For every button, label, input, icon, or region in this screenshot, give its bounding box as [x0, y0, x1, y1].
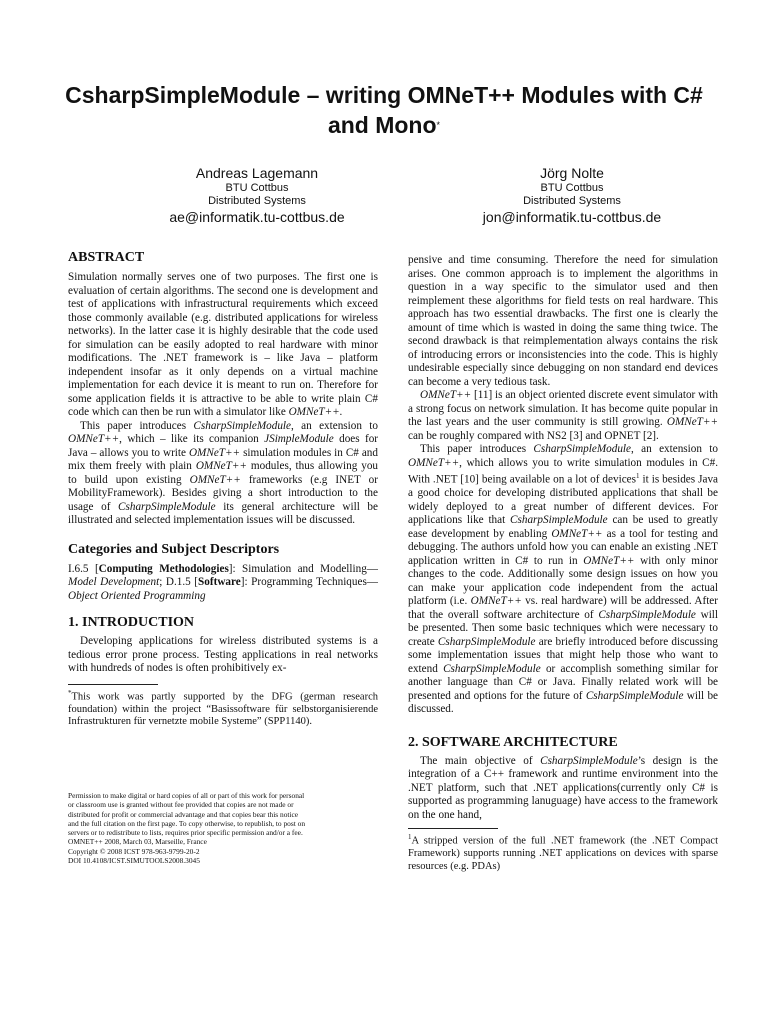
- abstract-text: Simulation normally serves one of two purposes. The first one is evaluation of certain algorithms. The second one is development and test of applications with infrastructural requirements which exceed those commonly available (e.g. distributed applications for wireless networks). In the latter case it is highly desirable that the code used for simulation can be easily adopted to real hardware with minor modifications. The .NET framework is – like Java – platform independent insofar as it only depends on a virtual machine implementation for each device it is meant to run on. Therefore for some application fields it is attractive to be able to write plain C# code which can then be run with a simulator like: [68, 271, 378, 418]
- introduction-paragraph: Developing applications for wireless distributed systems is a tedious error prone process. Testing applications in real networks with hundreds of nodes is often prohibitively ex-: [68, 635, 378, 674]
- conference-line: OMNET++ 2008, March 03, Marseille, France: [68, 837, 207, 847]
- text: can be roughly compared with NS2 [3] and OPNET [2].: [408, 429, 659, 442]
- text-italic: OMNeT++: [666, 416, 719, 428]
- categories-part-italic: Object Oriented Programming: [68, 589, 206, 602]
- right-column: [408, 254, 718, 873]
- text-italic: CsharpSimpleModule: [533, 443, 631, 455]
- author-department: Distributed Systems: [523, 195, 621, 207]
- abstract-text: , an extension to: [291, 419, 379, 432]
- paper-title: [40, 80, 728, 140]
- net-footnote: [408, 831, 718, 873]
- text: , an extension to: [631, 443, 719, 455]
- text: will be presented. Then some basic techniques which were necessary to create: [408, 608, 719, 648]
- text-italic: CsharpSimpleModule: [510, 514, 608, 527]
- abstract-text: does for Java – allows you to write: [68, 433, 379, 459]
- permission-notice: [68, 791, 388, 865]
- intro-continued-paragraph: pensive and time consuming. Therefore the need for simulation arises. One common approach is to implement the algorithms in question in a way specific to the simulator used and then reimplement these algorithms for field tests on real hardware. This approach has two essential drawbacks. The first one is clearly the amount of time which is wasted in doing the same thing twice. The second drawback is that reimplementation always contains the risk of introducing errors or inconsistencies into the code. This is highly undesirable especially since debugging on non standard end devices can become a very tedious task.: [408, 254, 718, 388]
- text: as a tool for testing and debugging. The authors unfold how you can enable an existing .NET application written in C# to run in: [408, 527, 719, 567]
- abstract-text: , which – like its companion: [119, 433, 259, 445]
- text: , which allows you to write simulation modules in C#. With .NET [10] being available on a lot of devices: [408, 456, 718, 486]
- left-column: [68, 250, 378, 729]
- abstract-text-italic: CsharpSimpleModule: [193, 419, 291, 432]
- author-block-2: [422, 164, 722, 226]
- author-email: ae@informatik.tu-cottbus.de: [169, 209, 345, 225]
- text-italic: CsharpSimpleModule: [540, 754, 638, 767]
- author-email: jon@informatik.tu-cottbus.de: [482, 209, 662, 225]
- footnote-text: A stripped version of the full .NET framework (the .NET Compact Framework) supports running .NET applications on devices with sparse resources (e.g. PDAs): [408, 835, 718, 872]
- abstract-text-italic: OMNeT++: [188, 446, 241, 459]
- categories-part-italic: Model Development: [68, 576, 160, 588]
- categories-part-bold: Software: [198, 576, 241, 588]
- text: can be used to greatly ease development by enabling: [408, 514, 719, 540]
- text-italic: OMNeT++: [408, 456, 460, 469]
- title-line-1: CsharpSimpleModule – writing OMNeT++ Modules with C#: [65, 82, 703, 108]
- text-italic: CsharpSimpleModule: [598, 608, 696, 621]
- text-italic: CsharpSimpleModule: [437, 635, 536, 648]
- categories-part: I.6.5 [: [68, 562, 99, 575]
- text: with only minor changes to the code. Additionally some design issues on how you can make your application code independent from the actual platform (i.e.: [408, 554, 718, 608]
- architecture-paragraph: [408, 755, 718, 823]
- funding-footnote: [68, 687, 378, 729]
- copyright-line: Copyright © 2008 ICST 978-963-9799-20-2: [68, 846, 200, 856]
- text: The main objective of: [420, 754, 533, 767]
- text-italic: CsharpSimpleModule: [585, 689, 684, 702]
- categories-part: ]: Simulation and Modelling—: [228, 562, 378, 575]
- abstract-text: modules, thus allowing you to build upon existing: [68, 460, 379, 486]
- paper-overview-paragraph: [408, 443, 718, 717]
- omnet-paragraph: [408, 389, 718, 443]
- text: [11] is an object oriented discrete event simulator with a strong focus on network simulation. It has become quite popular in the last years and the user community is still growing.: [408, 389, 718, 428]
- text: are briefly introduced before discussing some implementation issues that might help those who want to extend: [408, 635, 718, 675]
- author-department: Distributed Systems: [208, 195, 306, 207]
- abstract-text-italic: OMNeT++: [68, 433, 120, 445]
- abstract-paragraph-2: [68, 420, 378, 528]
- abstract-text-italic: CsharpSimpleModule: [118, 500, 216, 513]
- text-italic: OMNeT++: [583, 554, 635, 567]
- text: it is besides Java a good choice for developing distributed applications that shall be widely deployed to a great number of different devices. For applications like that: [408, 473, 718, 527]
- abstract-heading: ABSTRACT: [68, 250, 145, 265]
- text-italic: OMNeT++: [470, 595, 522, 608]
- author-name: Andreas Lagemann: [195, 165, 319, 181]
- doi-line: DOI 10.4108/ICST.SIMUTOOLS2008.3045: [68, 856, 200, 866]
- text: This paper introduces: [420, 443, 527, 455]
- text: vs. real hardware) will be addressed. After that the overall software architecture of: [408, 595, 718, 621]
- abstract-text: simulation modules in C# and mix them freely with plain: [68, 446, 378, 472]
- abstract-paragraph-1: [68, 271, 378, 420]
- footnote-text: This work was partly supported by the DFG (german research foundation) within the project “Basissoftware für selbstorganisierende Infrastrukturen für vernetzte mobile Systeme” (SPP1140).: [68, 691, 378, 727]
- abstract-text-italic: OMNeT++: [195, 460, 247, 472]
- categories-part: ]: Programming Techniques—: [240, 576, 378, 588]
- abstract-text: frameworks (e.g INET or MobilityFramework). Besides giving a short introduction to the usage of: [68, 473, 379, 513]
- abstract-text-italic: JSimpleModule: [264, 433, 334, 445]
- author-affiliation: BTU Cottbus: [540, 182, 604, 194]
- categories-part: ; D.1.5 [: [159, 576, 199, 588]
- title-line-2: and Mono: [327, 112, 437, 138]
- author-affiliation: BTU Cottbus: [225, 182, 289, 194]
- permission-line: and the full citation on the first page. To copy otherwise, to republish, to post on: [68, 818, 306, 828]
- categories-text: [68, 563, 378, 604]
- introduction-heading: 1. INTRODUCTION: [68, 615, 195, 630]
- abstract-text: its general architecture will be illustrated and selected implementation issues will be discussed.: [68, 500, 378, 526]
- permission-line: Permission to make digital or hard copies of all or part of this work for personal: [68, 791, 305, 800]
- title-footnote-mark: *: [436, 120, 441, 130]
- text: will be discussed.: [408, 689, 719, 716]
- text-italic: OMNeT++: [420, 389, 472, 401]
- software-architecture-heading: 2. SOFTWARE ARCHITECTURE: [408, 734, 618, 750]
- text-italic: CsharpSimpleModule: [443, 662, 541, 675]
- footnote-mark: 1: [635, 472, 640, 480]
- categories-heading: Categories and Subject Descriptors: [68, 541, 280, 557]
- footnote-rule: [408, 828, 498, 829]
- author-block-1: [107, 164, 407, 226]
- footnote-mark: 1: [408, 833, 412, 842]
- permission-line: or classroom use is granted without fee provided that copies are not made or: [68, 800, 294, 810]
- text: or accomplish something similar for another language than C# or Java. Finally related work will be presented and options for the future of: [408, 662, 718, 702]
- footnote-rule: [68, 684, 158, 685]
- permission-line: distributed for profit or commercial advantage and that copies bear this notice: [68, 809, 299, 819]
- abstract-text-italic: OMNeT++: [189, 473, 241, 486]
- permission-line: servers or to redistribute to lists, requires prior specific permission and/or a fee.: [68, 828, 303, 838]
- author-name: Jörg Nolte: [540, 165, 604, 181]
- abstract-text-italic: OMNeT++.: [288, 406, 343, 418]
- abstract-text: This paper introduces: [80, 419, 187, 432]
- text-italic: OMNeT++: [551, 527, 603, 540]
- footnote-mark: *: [68, 688, 72, 697]
- categories-part-bold: Computing Methodologies: [98, 562, 229, 575]
- text: ’s design is the integration of a C++ framework and runtime environment into the .NET platform, such that .NET applications(currently only C# is supported as programming lanuguage) have access to the framework on the one hand,: [408, 754, 718, 821]
